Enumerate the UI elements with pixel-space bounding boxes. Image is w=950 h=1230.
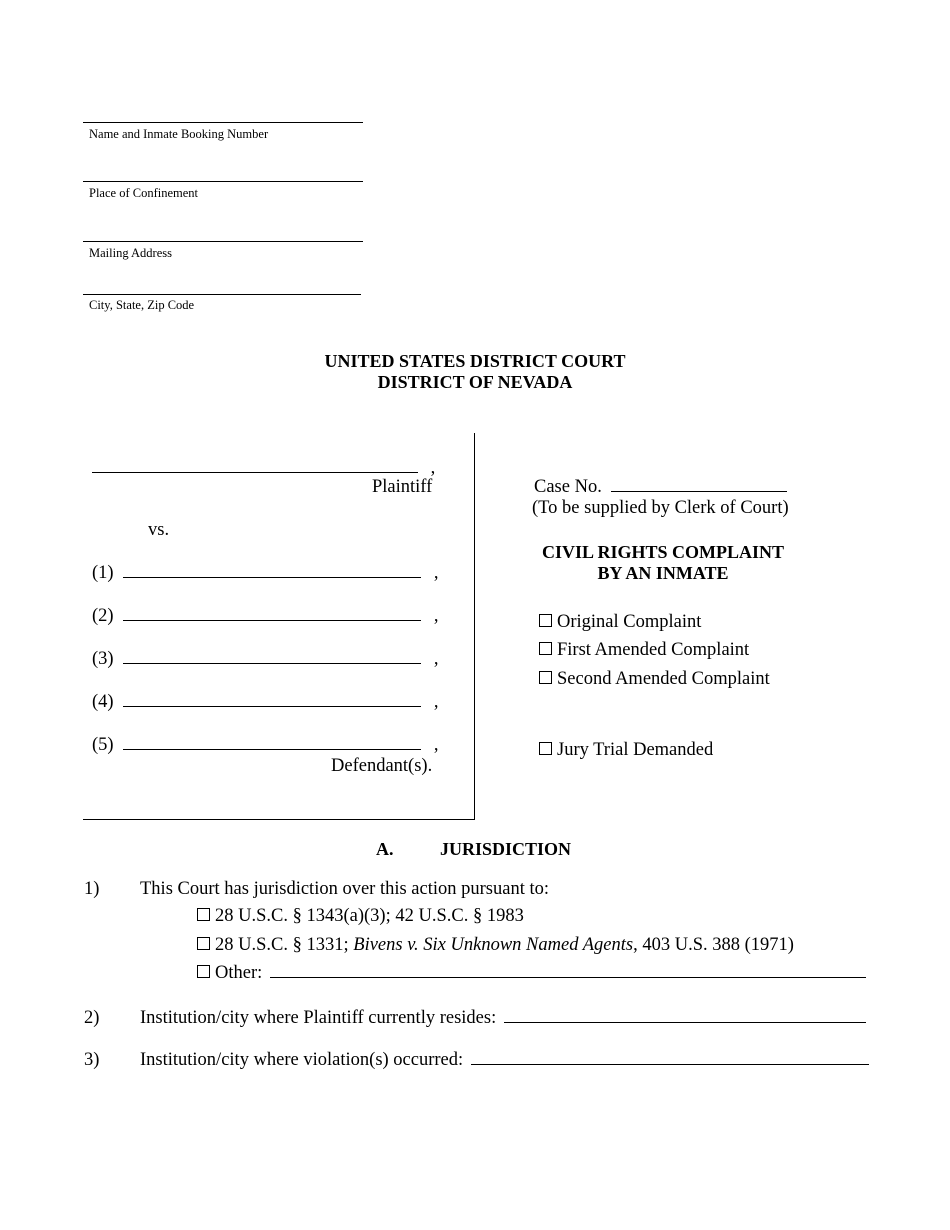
section-title: JURISDICTION [440, 839, 572, 859]
defendant-comma: , [433, 606, 439, 626]
question-3-number: 3) [84, 1050, 100, 1070]
mailing-address-line[interactable] [83, 241, 363, 242]
plaintiff-blank[interactable] [92, 458, 418, 473]
defendant-comma: , [433, 649, 439, 669]
option-label: Second Amended Complaint [557, 669, 770, 689]
defendant-number: (1) [92, 563, 114, 583]
defendant-blank[interactable] [123, 735, 421, 750]
original-complaint-option[interactable] [539, 612, 701, 633]
caption-divider-vertical [474, 433, 475, 820]
option-label: Original Complaint [557, 612, 702, 632]
confinement-label: Place of Confinement [89, 186, 198, 200]
plaintiff-comma: , [430, 458, 436, 478]
defendant-comma: , [433, 735, 439, 755]
question-2-text: Institution/city where Plaintiff currently resides: [140, 1008, 497, 1028]
defendant-blank[interactable] [123, 692, 421, 707]
complaint-title-line2: BY AN INMATE [597, 563, 729, 583]
first-amended-option[interactable] [539, 640, 749, 661]
jurisdiction-option-1983[interactable] [197, 906, 524, 927]
option-label: First Amended Complaint [557, 640, 750, 660]
plaintiff-label: Plaintiff [372, 477, 433, 497]
jury-trial-option[interactable] [539, 740, 713, 761]
checkbox-icon[interactable] [197, 908, 210, 921]
clerk-note: (To be supplied by Clerk of Court) [532, 498, 789, 518]
jurisdiction-option-bivens[interactable] [197, 935, 794, 956]
vs-label: vs. [148, 520, 170, 540]
defendant-comma: , [433, 563, 439, 583]
case-number-label: Case No. [534, 477, 602, 497]
other-blank[interactable] [270, 963, 866, 978]
checkbox-icon[interactable] [539, 671, 552, 684]
name-booking-label: Name and Inmate Booking Number [89, 127, 269, 141]
option-label: 28 U.S.C. § 1343(a)(3); 42 U.S.C. § 1983 [215, 906, 524, 926]
section-letter: A. [376, 839, 394, 859]
defendant-row-4 [92, 692, 438, 713]
question-1-text: This Court has jurisdiction over this action pursuant to: [140, 879, 550, 899]
defendant-blank[interactable] [123, 649, 421, 664]
question-3-row [140, 1050, 869, 1071]
defendant-number: (3) [92, 649, 114, 669]
residence-blank[interactable] [504, 1008, 866, 1023]
complaint-title-line1: CIVIL RIGHTS COMPLAINT [541, 542, 785, 562]
question-2-number: 2) [84, 1008, 100, 1028]
defendant-row-1 [92, 563, 438, 584]
court-title: UNITED STATES DISTRICT COURT [324, 351, 626, 371]
defendant-blank[interactable] [123, 563, 421, 578]
checkbox-icon[interactable] [539, 742, 552, 755]
defendant-number: (4) [92, 692, 114, 712]
city-state-zip-line[interactable] [83, 294, 361, 295]
caption-divider-bottom [83, 819, 475, 820]
complaint-title [532, 542, 794, 584]
defendant-number: (5) [92, 735, 114, 755]
checkbox-icon[interactable] [539, 642, 552, 655]
defendant-comma: , [433, 692, 439, 712]
second-amended-option[interactable] [539, 669, 770, 690]
defendant-number: (2) [92, 606, 114, 626]
question-2-row [140, 1008, 866, 1029]
option-label-pre: 28 U.S.C. § 1331; [215, 935, 354, 955]
checkbox-icon[interactable] [197, 965, 210, 978]
violation-location-blank[interactable] [471, 1050, 869, 1065]
case-number-row [534, 477, 787, 498]
court-district: DISTRICT OF NEVADA [377, 372, 573, 392]
jurisdiction-option-other[interactable] [197, 963, 866, 984]
city-state-zip-label: City, State, Zip Code [89, 298, 195, 312]
defendant-row-5 [92, 735, 438, 756]
confinement-line[interactable] [83, 181, 363, 182]
defendant-row-2 [92, 606, 438, 627]
section-heading [376, 839, 571, 860]
mailing-address-label: Mailing Address [89, 246, 172, 260]
defendant-blank[interactable] [123, 606, 421, 621]
question-1-number: 1) [84, 879, 100, 899]
option-label-italic: Bivens v. Six Unknown Named Agents [353, 935, 634, 955]
checkbox-icon[interactable] [539, 614, 552, 627]
checkbox-icon[interactable] [197, 937, 210, 950]
option-label: Other: [215, 963, 263, 983]
defendants-label: Defendant(s). [331, 756, 433, 776]
name-booking-line[interactable] [83, 122, 363, 123]
question-3-text: Institution/city where violation(s) occurred: [140, 1050, 464, 1070]
defendant-row-3 [92, 649, 438, 670]
case-number-blank[interactable] [611, 477, 787, 492]
option-label: Jury Trial Demanded [557, 740, 714, 760]
option-label-post: , 403 U.S. 388 (1971) [633, 935, 794, 955]
plaintiff-row [92, 458, 435, 479]
